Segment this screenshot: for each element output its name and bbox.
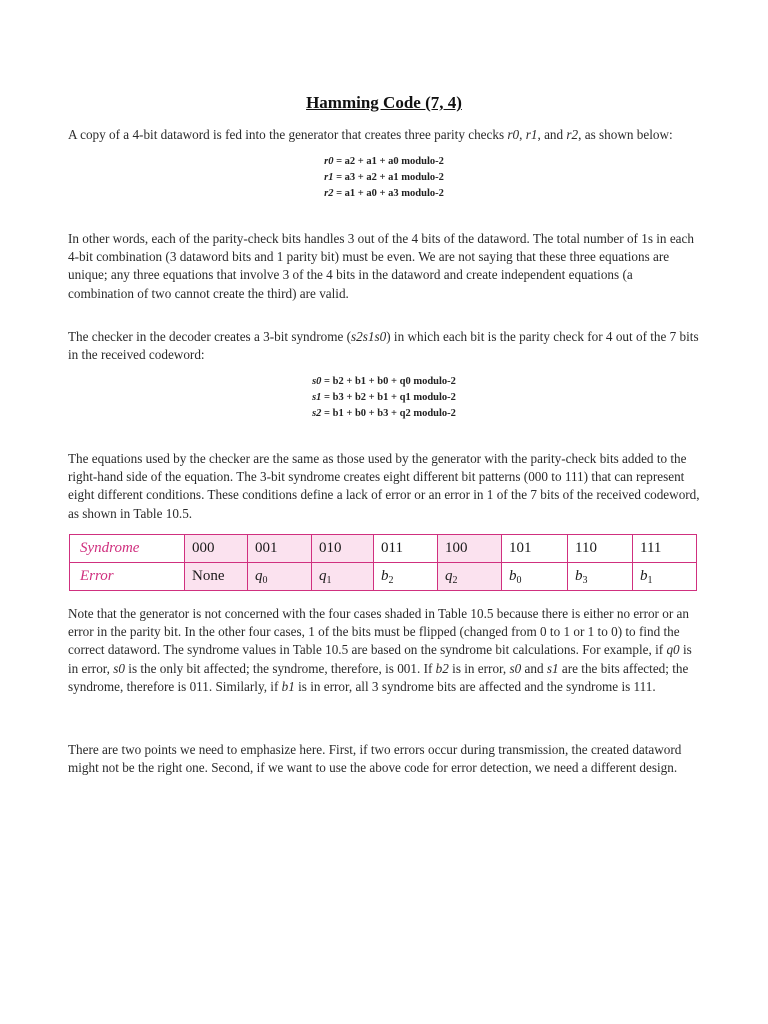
error-cell: $q_2$: [438, 563, 502, 591]
syndrome-cell: 111: [633, 535, 697, 563]
r0-symbol: r0: [507, 127, 520, 142]
syndrome-cell: 001: [248, 535, 312, 563]
error-cell: $b_0$: [502, 563, 568, 591]
paragraph-checker-explanation: The equations used by the checker are the same as those used by the generator with the parity-check bits added to the right-hand side of the equation. The 3-bit syndrome creates eight different bit patterns (000 to 111) that can represent eight different conditions. These conditions define a lack of error or an error in 1 of the 7 bits of the received codeword, as shown in Table 10.5.: [68, 451, 700, 521]
equation-r2: r2 = a1 + a0 + a3 modulo-2: [324, 188, 444, 199]
syndrome-cell: 010: [312, 535, 374, 563]
equation-s0: s0 = b2 + b1 + b0 + q0 modulo-2: [312, 376, 456, 387]
syndrome-cell: 100: [438, 535, 502, 563]
syndrome-symbol: s2s1s0: [351, 329, 387, 344]
syndrome-cell: 011: [374, 535, 438, 563]
syndrome-cell: 000: [185, 535, 248, 563]
equation-s1: s1 = b3 + b2 + b1 + q1 modulo-2: [312, 392, 456, 403]
syndrome-cell: 110: [568, 535, 633, 563]
table-row-syndrome: [70, 535, 697, 563]
r2-symbol: r2: [566, 127, 579, 142]
row-header-syndrome: Syndrome: [70, 535, 185, 563]
paragraph-parity-explanation: In other words, each of the parity-check bits handles 3 out of the 4 bits of the dataword. The total number of 1s in each 4-bit combination (3 dataword bits and 1 parity bit) must be even. We are not saying that these three equations are unique; any three equations that involve 3 of the 4 bits in the dataword and create independent equations (a combination of two cannot create the third) are valid.: [68, 231, 694, 301]
intro-paragraph: A copy of a 4-bit dataword is fed into the generator that creates three parity checks r0, r1, and r2, as shown below:: [68, 127, 673, 142]
paragraph-syndrome-intro: The checker in the decoder creates a 3-bit syndrome (s2s1s0) in which each bit is the parity check for 4 out of the 7 bits in the received codeword:: [68, 329, 699, 363]
error-cell: None: [185, 563, 248, 591]
document-title: Hamming Code (7, 4): [306, 93, 462, 112]
paragraph-table-notes: Note that the generator is not concerned with the four cases shaded in Table 10.5 because there is either no error or an error in the parity bit. In the other four cases, 1 of the bits must be flipped (changed from 0 to 1 or 1 to 0) to find the correct dataword. The syndrome values in Table 10.5 are based on the syndrome bit calculations. For example, if q0 is in error, s0 is the only bit affected; the syndrome, therefore, is 001. If b2 is in error, s0 and s1 are the bits affected; the syndrome, therefore is 011. Similarly, if b1 is in error, all 3 syndrome bits are affected and the syndrome is 111.: [68, 606, 692, 694]
row-header-error: Error: [70, 563, 185, 591]
table-row-error: [70, 563, 697, 591]
r1-symbol: r1: [525, 127, 538, 142]
equation-r0: r0 = a2 + a1 + a0 modulo-2: [324, 156, 444, 167]
error-cell: $b_3$: [568, 563, 633, 591]
checker-equations: [0, 374, 768, 422]
error-cell: $b_2$: [374, 563, 438, 591]
error-cell: $b_1$: [633, 563, 697, 591]
equation-r1: r1 = a3 + a2 + a1 modulo-2: [324, 172, 444, 183]
generator-equations: [0, 154, 768, 202]
error-cell: $q_1$: [312, 563, 374, 591]
syndrome-table: [69, 534, 697, 591]
error-cell: $q_0$: [248, 563, 312, 591]
equation-s2: s2 = b1 + b0 + b3 + q2 modulo-2: [312, 408, 456, 419]
syndrome-cell: 101: [502, 535, 568, 563]
paragraph-closing: There are two points we need to emphasize here. First, if two errors occur during transmission, the created dataword might not be the right one. Second, if we want to use the above code for error detection, we need a different design.: [68, 742, 682, 776]
